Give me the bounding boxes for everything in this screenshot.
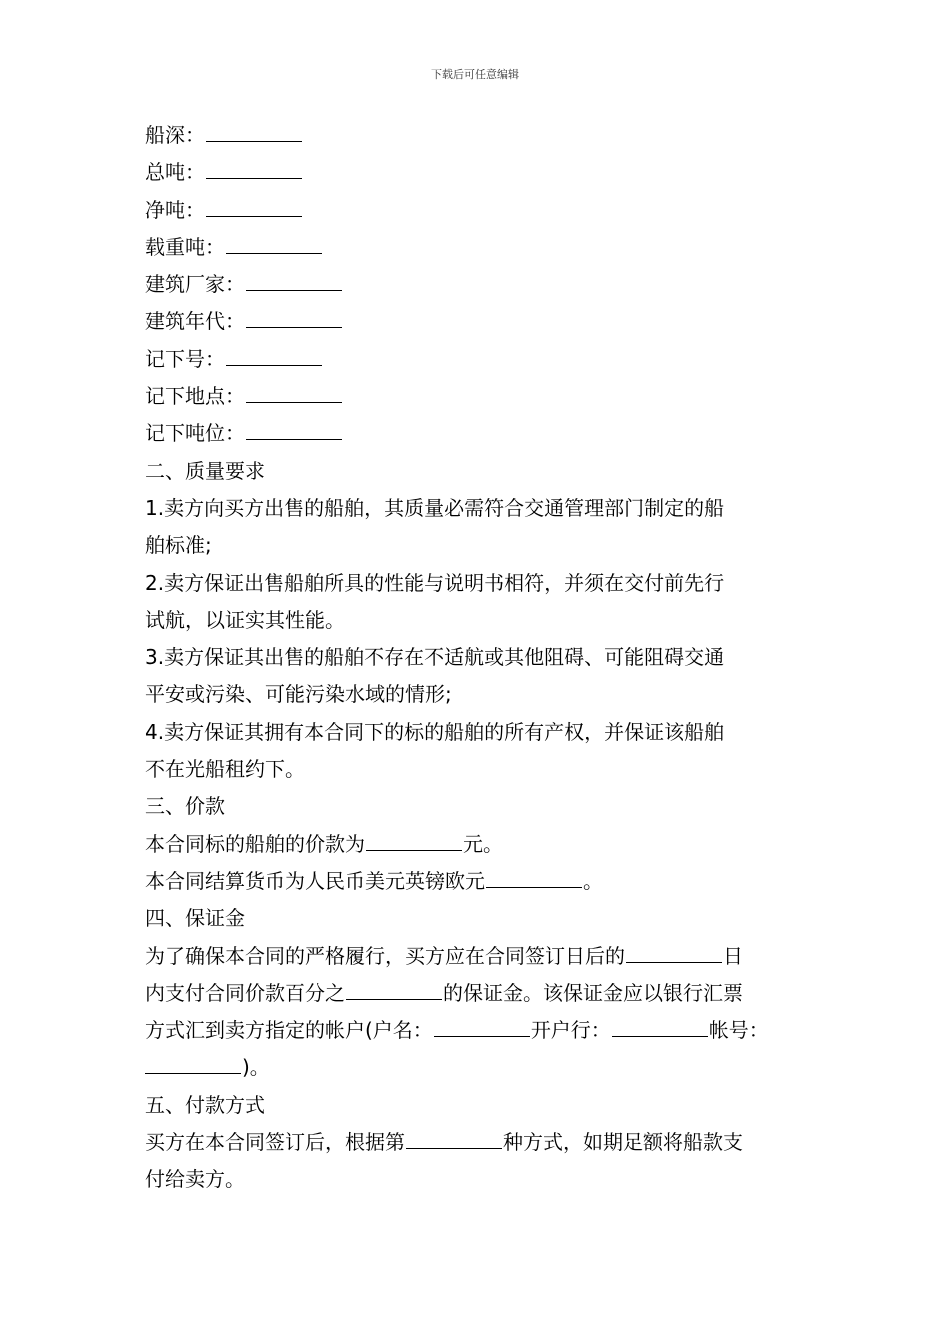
blank-line [246,271,342,291]
blank-line [486,868,582,888]
deposit-line-3 [145,1012,813,1049]
field-net-tonnage [145,192,813,229]
text-segment: 。 [583,868,603,893]
section-heading-quality: 二、质量要求 [145,458,265,483]
currency-line [145,863,813,900]
blank-line [206,197,302,217]
text-segment: 本合同标的船舶的价款为 [145,831,365,856]
field-label: 记下地点： [145,384,245,409]
payment-line-1 [145,1124,813,1161]
blank-line [226,346,322,366]
paragraph-line: 不在光船租约下。 [145,757,305,782]
field-builder [145,266,813,303]
text-segment: 买方在本合同签订后，根据第 [145,1130,405,1155]
text-segment: 本合同结算货币为人民币美元英镑欧元 [145,868,485,893]
field-label: 载重吨： [145,234,225,259]
paragraph-line: 2.卖方保证出售船舶所具的性能与说明书相符，并须在交付前先行 [145,570,725,595]
paragraph-line: 1.卖方向买方出售的船舶，其质量必需符合交通管理部门制定的船 [145,495,725,520]
section-heading-price: 三、价款 [145,794,225,819]
field-registry-number [145,341,813,378]
text-segment: )。 [242,1055,270,1080]
deposit-line-4 [145,1049,813,1086]
field-label: 记下吨位： [145,421,245,446]
text-segment: 开户行： [530,1018,611,1043]
text-segment: 帐号： [708,1018,769,1043]
blank-line [346,980,442,1000]
section-heading-deposit: 四、保证金 [145,906,245,931]
field-registry-tonnage [145,415,813,452]
field-label: 船深： [145,123,205,147]
field-ship-depth [145,117,813,154]
text-segment: 元。 [463,831,503,856]
blank-line [366,831,462,851]
section-heading-payment: 五、付款方式 [145,1092,265,1117]
paragraph-line: 4.卖方保证其拥有本合同下的标的船舶的所有产权，并保证该船舶 [145,719,725,744]
page-header: 下载后可任意编辑 [431,68,519,81]
field-registry-place [145,378,813,415]
field-label: 记下号： [145,346,225,371]
paragraph-line: 3.卖方保证其出售的船舶不存在不适航或其他阻碍、可能阻碍交通 [145,645,725,670]
field-label: 建筑厂家： [145,272,245,297]
blank-line [246,420,342,440]
field-label: 总吨： [145,160,205,185]
text-segment: 方式汇到卖方指定的帐户(户名： [145,1018,433,1043]
blank-line [246,308,342,328]
payment-line-2: 付给卖方。 [145,1167,245,1192]
blank-line [246,383,342,403]
blank-line [406,1129,502,1149]
blank-line [434,1017,530,1037]
field-gross-tonnage [145,154,813,191]
field-label: 净吨： [145,197,205,222]
field-build-year [145,303,813,340]
text-segment: 种方式，如期足额将船款支 [503,1130,743,1155]
deposit-line-2 [145,975,813,1012]
text-segment: 为了确保本合同的严格履行，买方应在合同签订日后的 [145,943,625,968]
blank-line [206,122,302,142]
blank-line [145,1054,241,1074]
field-deadweight [145,229,813,266]
blank-line [612,1017,708,1037]
blank-line [226,234,322,254]
blank-line [626,943,722,963]
text-segment: 的保证金。该保证金应以银行汇票 [443,980,743,1005]
blank-line [206,159,302,179]
document-body [145,117,813,1199]
field-label: 建筑年代： [145,309,245,334]
price-line [145,826,813,863]
paragraph-line: 平安或污染、可能污染水域的情形; [145,682,452,707]
paragraph-line: 试航，以证实其性能。 [145,607,345,632]
text-segment: 内支付合同价款百分之 [145,980,345,1005]
paragraph-line: 舶标准; [145,533,212,558]
text-segment: 日 [723,943,743,968]
deposit-line-1 [145,938,813,975]
